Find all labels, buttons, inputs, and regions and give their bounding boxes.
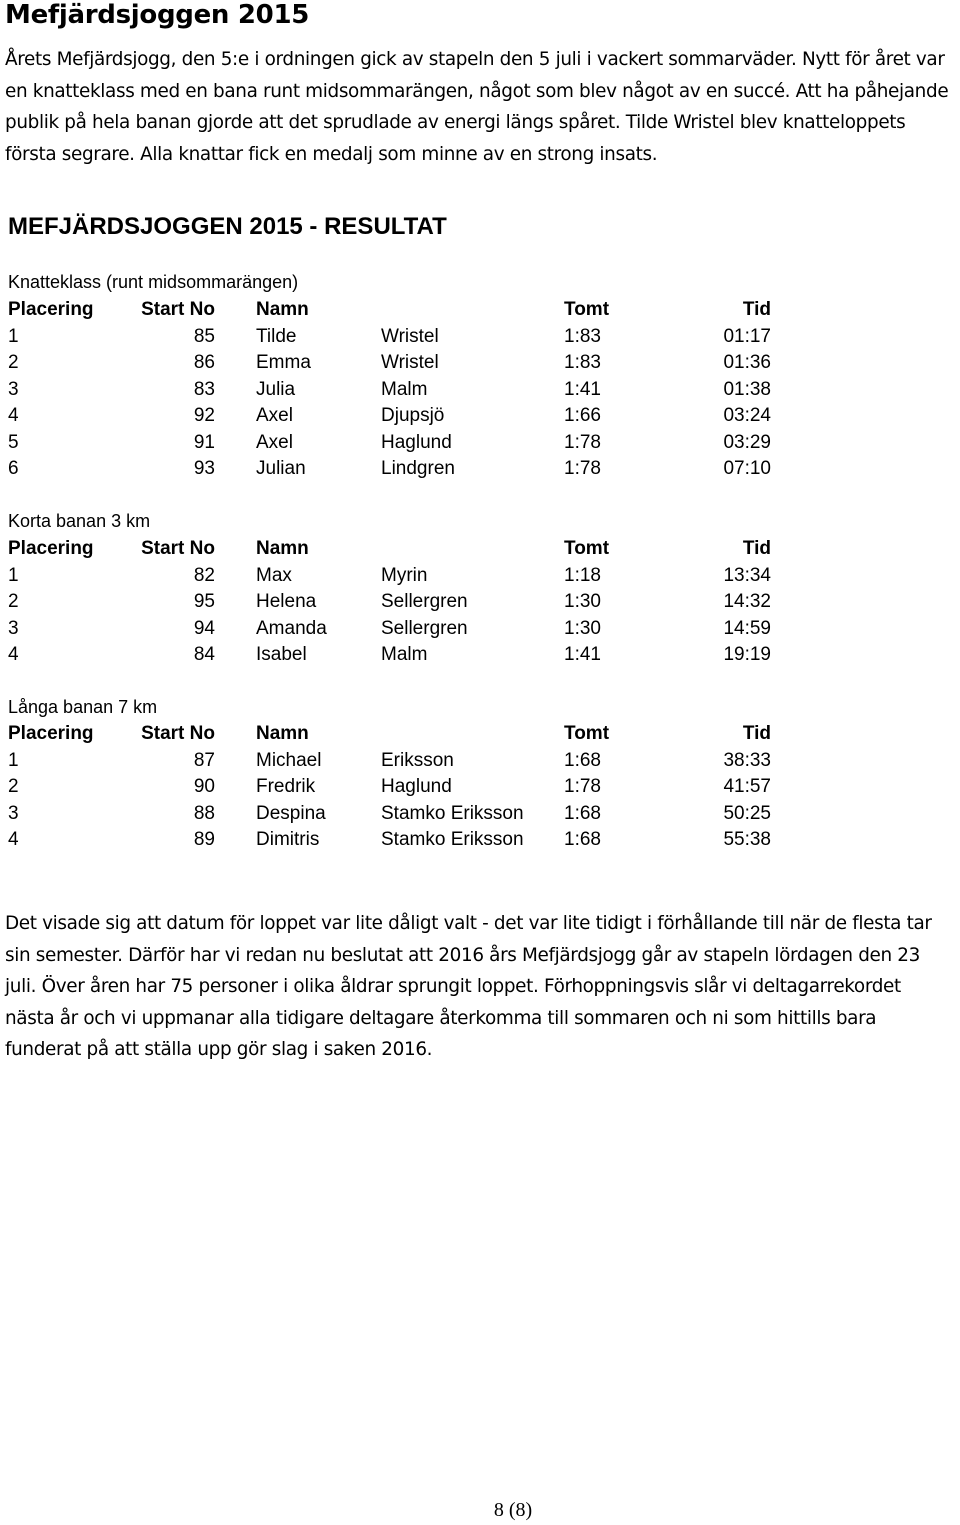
column-header-namn: Namn bbox=[256, 538, 309, 560]
cell-first-name: Julian bbox=[256, 458, 306, 480]
table-row bbox=[8, 642, 771, 669]
cell-last-name: Wristel bbox=[381, 325, 439, 347]
cell-last-name: Sellergren bbox=[381, 617, 468, 639]
cell-tomt: 1:68 bbox=[564, 749, 601, 771]
cell-placering: 3 bbox=[8, 617, 19, 639]
cell-tid: 03:29 bbox=[723, 431, 771, 453]
cell-start-no: 91 bbox=[193, 431, 215, 453]
cell-start-no: 86 bbox=[193, 352, 215, 374]
cell-tid: 55:38 bbox=[723, 829, 771, 851]
cell-start-no: 87 bbox=[193, 749, 215, 771]
cell-tid: 50:25 bbox=[723, 802, 771, 824]
results-table-langa-banan bbox=[8, 721, 771, 854]
cell-tid: 01:38 bbox=[723, 378, 771, 400]
column-header-placering: Placering bbox=[8, 723, 94, 745]
cell-last-name: Wristel bbox=[381, 352, 439, 374]
table-row bbox=[8, 827, 771, 854]
cell-tomt: 1:68 bbox=[564, 802, 601, 824]
table-header-row bbox=[8, 721, 771, 748]
cell-last-name: Stamko Eriksson bbox=[381, 829, 524, 851]
table-row bbox=[8, 403, 771, 430]
cell-tomt: 1:78 bbox=[564, 776, 601, 798]
cell-start-no: 92 bbox=[193, 405, 215, 427]
cell-first-name: Max bbox=[256, 564, 292, 586]
cell-first-name: Julia bbox=[256, 378, 296, 400]
table-row bbox=[8, 324, 771, 351]
cell-tomt: 1:41 bbox=[564, 644, 601, 666]
outro-paragraph: Det visade sig att datum för loppet var lite dåligt valt - det var lite tidigt i förhållande till när de flesta tar sin semester. Därför har vi redan nu beslutat att 2016 års Mefjärdsjogg går av stapeln lördagen den 23 juli. Över åren har 75 personer i olika åldrar sprungit loppet. Förhoppningsvis slår vi deltagarrekordet nästa år och vi uppmanar alla tidigare deltagare återkomma till sommaren och ni som hittills bara funderat på att ställa upp gör slag i saken 2016. bbox=[5, 913, 932, 1060]
table-row bbox=[8, 430, 771, 457]
column-header-namn: Namn bbox=[256, 299, 309, 321]
table-header-row bbox=[8, 297, 771, 324]
table-header-row bbox=[8, 536, 771, 563]
cell-first-name: Isabel bbox=[256, 644, 307, 666]
table-row bbox=[8, 616, 771, 643]
column-header-empty bbox=[381, 536, 564, 563]
cell-start-no: 90 bbox=[193, 776, 215, 798]
column-header-placering: Placering bbox=[8, 538, 94, 560]
category-title-knatteklass: Knatteklass (runt midsommarängen) bbox=[8, 272, 299, 292]
cell-tid: 07:10 bbox=[723, 458, 771, 480]
results-table-knatteklass bbox=[8, 297, 771, 483]
cell-placering: 1 bbox=[8, 325, 19, 347]
cell-last-name: Eriksson bbox=[381, 749, 454, 771]
cell-placering: 2 bbox=[8, 591, 19, 613]
cell-placering: 4 bbox=[8, 829, 19, 851]
cell-start-no: 95 bbox=[193, 591, 215, 613]
table-row bbox=[8, 456, 771, 483]
results-title: MEFJÄRDSJOGGEN 2015 - RESULTAT bbox=[8, 213, 447, 240]
cell-last-name: Haglund bbox=[381, 431, 452, 453]
cell-tomt: 1:83 bbox=[564, 325, 601, 347]
page-heading: Mefjärdsjoggen 2015 bbox=[5, 0, 310, 30]
cell-start-no: 83 bbox=[193, 378, 215, 400]
cell-first-name: Emma bbox=[256, 352, 311, 374]
results-table-korta-banan bbox=[8, 536, 771, 669]
cell-tomt: 1:30 bbox=[564, 617, 601, 639]
cell-start-no: 89 bbox=[193, 829, 215, 851]
table-row bbox=[8, 350, 771, 377]
cell-last-name: Haglund bbox=[381, 776, 452, 798]
cell-first-name: Helena bbox=[256, 591, 317, 613]
cell-first-name: Michael bbox=[256, 749, 322, 771]
cell-start-no: 93 bbox=[193, 458, 215, 480]
cell-tid: 03:24 bbox=[723, 405, 771, 427]
table-row bbox=[8, 801, 771, 828]
cell-start-no: 82 bbox=[193, 564, 215, 586]
column-header-start-no: Start No bbox=[141, 538, 215, 560]
cell-tomt: 1:78 bbox=[564, 458, 601, 480]
column-header-tid: Tid bbox=[742, 723, 771, 745]
column-header-start-no: Start No bbox=[141, 723, 215, 745]
cell-first-name: Fredrik bbox=[256, 776, 316, 798]
cell-start-no: 94 bbox=[193, 617, 215, 639]
cell-placering: 4 bbox=[8, 405, 19, 427]
category-title-korta-banan: Korta banan 3 km bbox=[8, 511, 151, 531]
table-row bbox=[8, 563, 771, 590]
cell-tid: 01:36 bbox=[723, 352, 771, 374]
cell-tid: 38:33 bbox=[723, 749, 771, 771]
intro-paragraph: Årets Mefjärdsjogg, den 5:e i ordningen gick av stapeln den 5 juli i vackert sommarväder. Nytt för året var en knatteklass med en bana runt midsommarängen, något som blev något av en succé. Att ha påhejande publik på hela banan gjorde att det sprudlade av energi längs spåret. Tilde Wristel blev knatteloppets första segrare. Alla knattar fick en medalj som minne av en strong insats. bbox=[5, 49, 949, 165]
cell-first-name: Tilde bbox=[256, 325, 297, 347]
cell-start-no: 84 bbox=[193, 644, 215, 666]
cell-start-no: 85 bbox=[193, 325, 215, 347]
cell-tid: 14:32 bbox=[723, 591, 771, 613]
cell-tomt: 1:30 bbox=[564, 591, 601, 613]
cell-last-name: Djupsjö bbox=[381, 405, 445, 427]
category-title-langa-banan: Långa banan 7 km bbox=[8, 697, 158, 717]
cell-tid: 13:34 bbox=[723, 564, 771, 586]
cell-last-name: Sellergren bbox=[381, 591, 468, 613]
table-row bbox=[8, 377, 771, 404]
cell-last-name: Malm bbox=[381, 378, 428, 400]
column-header-tomt: Tomt bbox=[564, 538, 610, 560]
cell-placering: 6 bbox=[8, 458, 19, 480]
column-header-empty bbox=[381, 721, 564, 748]
cell-last-name: Malm bbox=[381, 644, 428, 666]
cell-first-name: Dimitris bbox=[256, 829, 320, 851]
cell-tomt: 1:41 bbox=[564, 378, 601, 400]
cell-placering: 4 bbox=[8, 644, 19, 666]
cell-placering: 1 bbox=[8, 564, 19, 586]
column-header-placering: Placering bbox=[8, 299, 94, 321]
column-header-empty bbox=[381, 297, 564, 324]
cell-first-name: Amanda bbox=[256, 617, 327, 639]
cell-placering: 2 bbox=[8, 352, 19, 374]
cell-tomt: 1:18 bbox=[564, 564, 601, 586]
cell-tomt: 1:83 bbox=[564, 352, 601, 374]
column-header-tomt: Tomt bbox=[564, 299, 610, 321]
cell-tid: 19:19 bbox=[723, 644, 771, 666]
cell-placering: 2 bbox=[8, 776, 19, 798]
table-row bbox=[8, 774, 771, 801]
cell-first-name: Axel bbox=[256, 405, 293, 427]
cell-placering: 3 bbox=[8, 378, 19, 400]
cell-placering: 5 bbox=[8, 431, 19, 453]
table-row bbox=[8, 748, 771, 775]
cell-last-name: Myrin bbox=[381, 564, 428, 586]
cell-tomt: 1:78 bbox=[564, 431, 601, 453]
cell-first-name: Despina bbox=[256, 802, 326, 824]
table-row bbox=[8, 589, 771, 616]
cell-last-name: Stamko Eriksson bbox=[381, 802, 524, 824]
cell-tid: 01:17 bbox=[723, 325, 771, 347]
cell-tomt: 1:66 bbox=[564, 405, 601, 427]
cell-placering: 3 bbox=[8, 802, 19, 824]
page-number: 8 (8) bbox=[493, 1499, 533, 1521]
cell-tomt: 1:68 bbox=[564, 829, 601, 851]
cell-placering: 1 bbox=[8, 749, 19, 771]
column-header-tid: Tid bbox=[742, 538, 771, 560]
column-header-start-no: Start No bbox=[141, 299, 215, 321]
cell-start-no: 88 bbox=[193, 802, 215, 824]
cell-tid: 14:59 bbox=[723, 617, 771, 639]
column-header-tomt: Tomt bbox=[564, 723, 610, 745]
cell-first-name: Axel bbox=[256, 431, 293, 453]
cell-last-name: Lindgren bbox=[381, 458, 455, 480]
column-header-namn: Namn bbox=[256, 723, 309, 745]
column-header-tid: Tid bbox=[742, 299, 771, 321]
cell-tid: 41:57 bbox=[723, 776, 771, 798]
